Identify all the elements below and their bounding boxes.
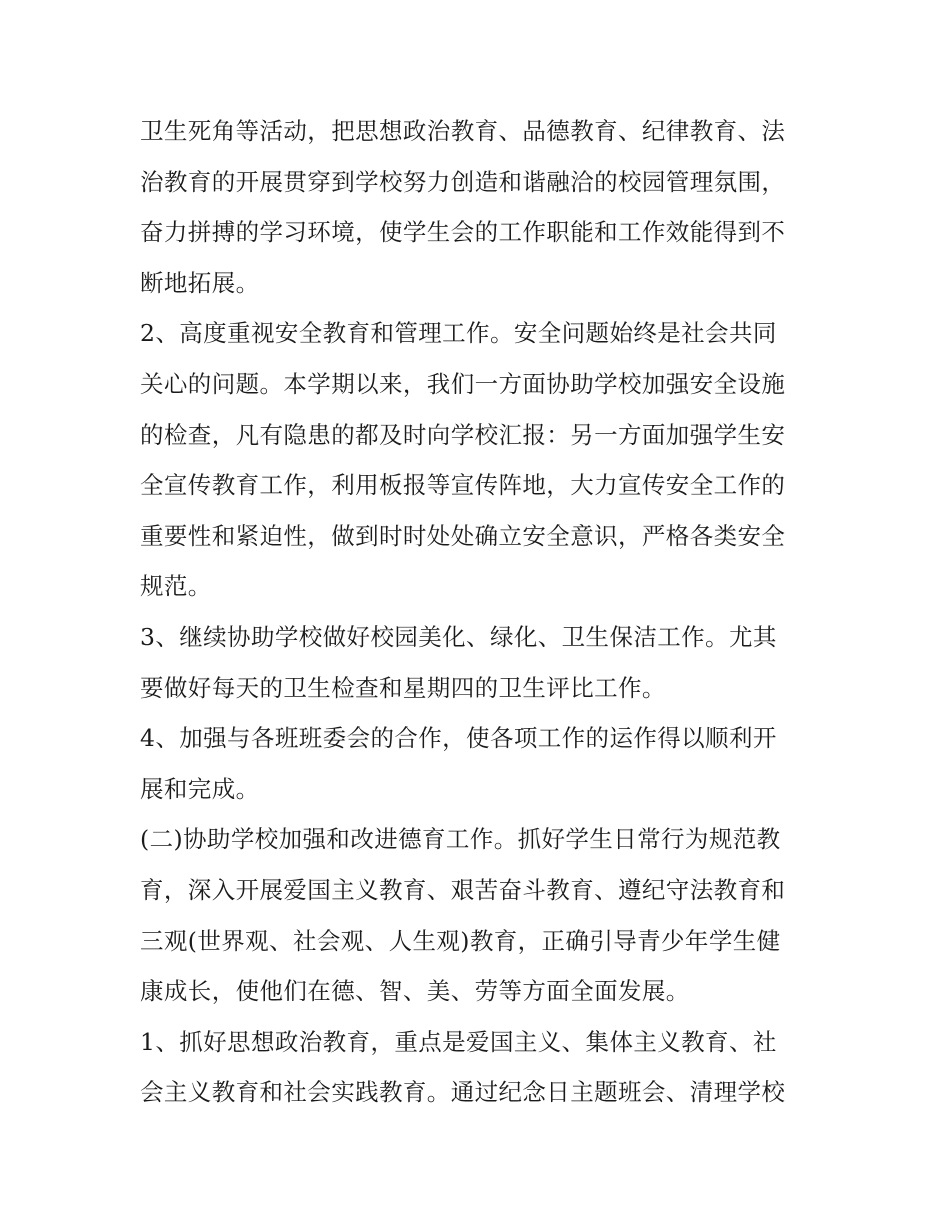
text-line: 三观(世界观、社会观、人生观)教育，正确引导青少年学生健 <box>140 926 781 955</box>
text-line: 3、继续协助学校做好校园美化、绿化、卫生保洁工作。尤其 <box>140 622 777 651</box>
text-line: 全宣传教育工作，利用板报等宣传阵地，大力宣传安全工作的 <box>140 471 786 500</box>
text-line: 规范。 <box>140 572 212 601</box>
text-line: 治教育的开展贯穿到学校努力创造和谐融洽的校园管理氛围， <box>140 167 786 196</box>
text-line: 奋力拼搏的学习环境，使学生会的工作职能和工作效能得到不 <box>140 218 786 247</box>
text-line: 卫生死角等活动，把思想政治教育、品德教育、纪律教育、法 <box>140 117 786 145</box>
text-line: 会主义教育和社会实践教育。通过纪念日主题班会、清理学校 <box>140 1078 786 1107</box>
text-line: 展和完成。 <box>140 774 260 803</box>
text-line: 的检查，凡有隐患的都及时向学校汇报：另一方面加强学生安 <box>140 420 786 449</box>
text-line: 要做好每天的卫生检查和星期四的卫生评比工作。 <box>140 673 666 702</box>
text-line: (二)协助学校加强和改进德育工作。抓好学生日常行为规范教 <box>140 825 781 854</box>
text-line: 关心的问题。本学期以来，我们一方面协助学校加强安全设施 <box>140 369 786 398</box>
body-text <box>140 106 820 1118</box>
text-line: 4、加强与各班班委会的合作，使各项工作的运作得以顺利开 <box>140 724 777 753</box>
text-line: 1、抓好思想政治教育，重点是爱国主义、集体主义教育、社 <box>140 1027 777 1056</box>
text-line: 康成长，使他们在德、智、美、劳等方面全面发展。 <box>140 977 690 1006</box>
text-line: 断地拓展。 <box>140 268 260 297</box>
text-line: 育，深入开展爱国主义教育、艰苦奋斗教育、遵纪守法教育和 <box>140 875 786 904</box>
text-line: 2、高度重视安全教育和管理工作。安全问题始终是社会共同 <box>140 319 777 348</box>
text-line: 重要性和紧迫性，做到时时处处确立安全意识，严格各类安全 <box>140 521 786 550</box>
